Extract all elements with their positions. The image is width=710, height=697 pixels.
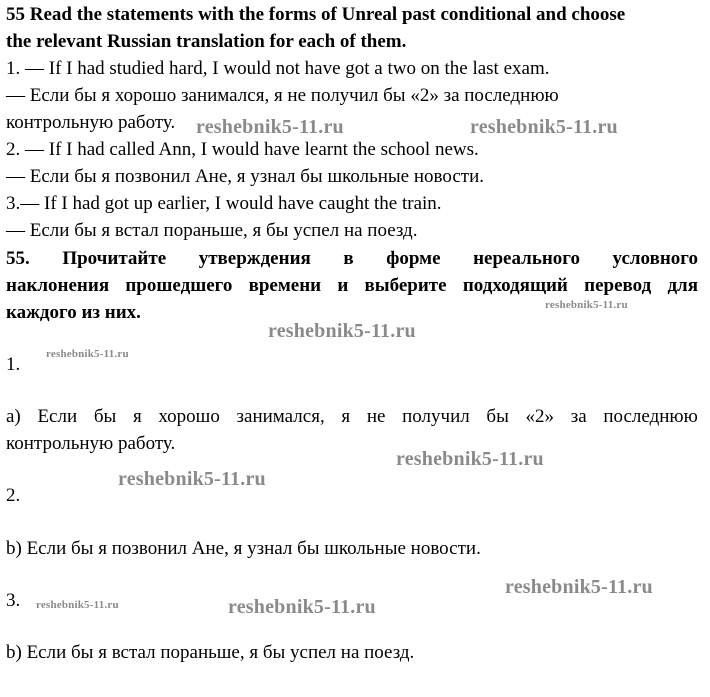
task-title-ru-word-6: условного [612,248,698,269]
task-title-ru-word-5: нереального [473,248,580,269]
answer-1-word-1: Если [37,406,78,427]
statement-1-ru-line2: контрольную работу. [6,112,176,133]
watermark: reshebnik5-11.ru [196,116,344,138]
task-title-ru-word-4: выберите [364,275,447,296]
answer-1-word-9: бы [486,406,509,427]
task-title-en-line1: 55 Read the statements with the forms of Unreal past conditional and choose [6,4,626,25]
answer-1-word-11: за [570,406,587,427]
task-title-ru-word-3: и [337,275,349,296]
task-title-ru-line3: каждого из них. [6,302,141,323]
answer-1-word-12: последнюю [603,406,698,427]
watermark: reshebnik5-11.ru [118,468,266,490]
answer-1-word-4: хорошо [158,406,220,427]
watermark: reshebnik5-11.ru [470,116,618,138]
watermark: reshebnik5-11.ru [228,596,376,618]
statement-2-ru: — Если бы я позвонил Ане, я узнал бы школьные новости. [6,166,484,187]
task-title-ru-word-5: подходящий [462,275,568,296]
answer-1-word-0: a) [6,406,21,427]
answer-1-word-2: бы [93,406,117,427]
task-title-ru-word-0: 55. [6,248,30,269]
task-title-ru-line1 [6,246,698,272]
watermark: reshebnik5-11.ru [46,348,129,360]
answer-2-text: b) Если бы я позвонил Ане, я узнал бы школьные новости. [6,538,481,559]
answer-1-word-10: «2» [525,406,555,427]
answer-3-text: b) Если бы я встал пораньше, я бы успел на поезд. [6,642,415,663]
answer-1-word-3: я [132,406,142,427]
statement-3-ru: — Если бы я встал пораньше, я бы успел на поезд. [6,220,418,241]
watermark: reshebnik5-11.ru [505,576,653,598]
answer-1-text-line2: контрольную работу. [6,433,176,454]
statement-1-en: 1. — If I had studied hard, I would not have got a two on the last exam. [6,58,550,79]
task-title-ru-word-4: форме [386,248,441,269]
task-title-ru-word-6: перевод [584,275,652,296]
task-title-ru-word-0: наклонения [6,275,110,296]
task-title-ru-word-2: утверждения [198,248,311,269]
statement-3-en: 3.— If I had got up earlier, I would have caught the train. [6,193,442,214]
watermark: reshebnik5-11.ru [545,299,628,311]
answer-2-number: 2. [6,485,21,506]
answer-3-number: 3. [6,590,21,611]
answer-1-word-8: получил [402,406,470,427]
task-title-ru-word-1: прошедшего [125,275,233,296]
answer-1-word-6: я [341,406,351,427]
answer-1-number: 1. [6,354,21,375]
task-title-en-line2: the relevant Russian translation for each of them. [6,31,407,52]
answer-1-text-line1 [6,404,698,430]
task-title-ru-line2 [6,273,698,299]
task-title-ru-word-3: в [343,248,354,269]
statement-1-ru-line1: — Если бы я хорошо занимался, я не получил бы «2» за последнюю [6,85,559,106]
watermark: reshebnik5-11.ru [36,599,119,611]
task-title-ru-word-7: для [667,275,698,296]
watermark: reshebnik5-11.ru [268,320,416,342]
task-title-ru-word-2: времени [248,275,322,296]
answer-1-word-7: не [366,406,386,427]
answer-1-word-5: занимался, [236,406,325,427]
statement-2-en: 2. — If I had called Ann, I would have learnt the school news. [6,139,479,160]
watermark: reshebnik5-11.ru [396,448,544,470]
task-title-ru-word-1: Прочитайте [62,248,167,269]
